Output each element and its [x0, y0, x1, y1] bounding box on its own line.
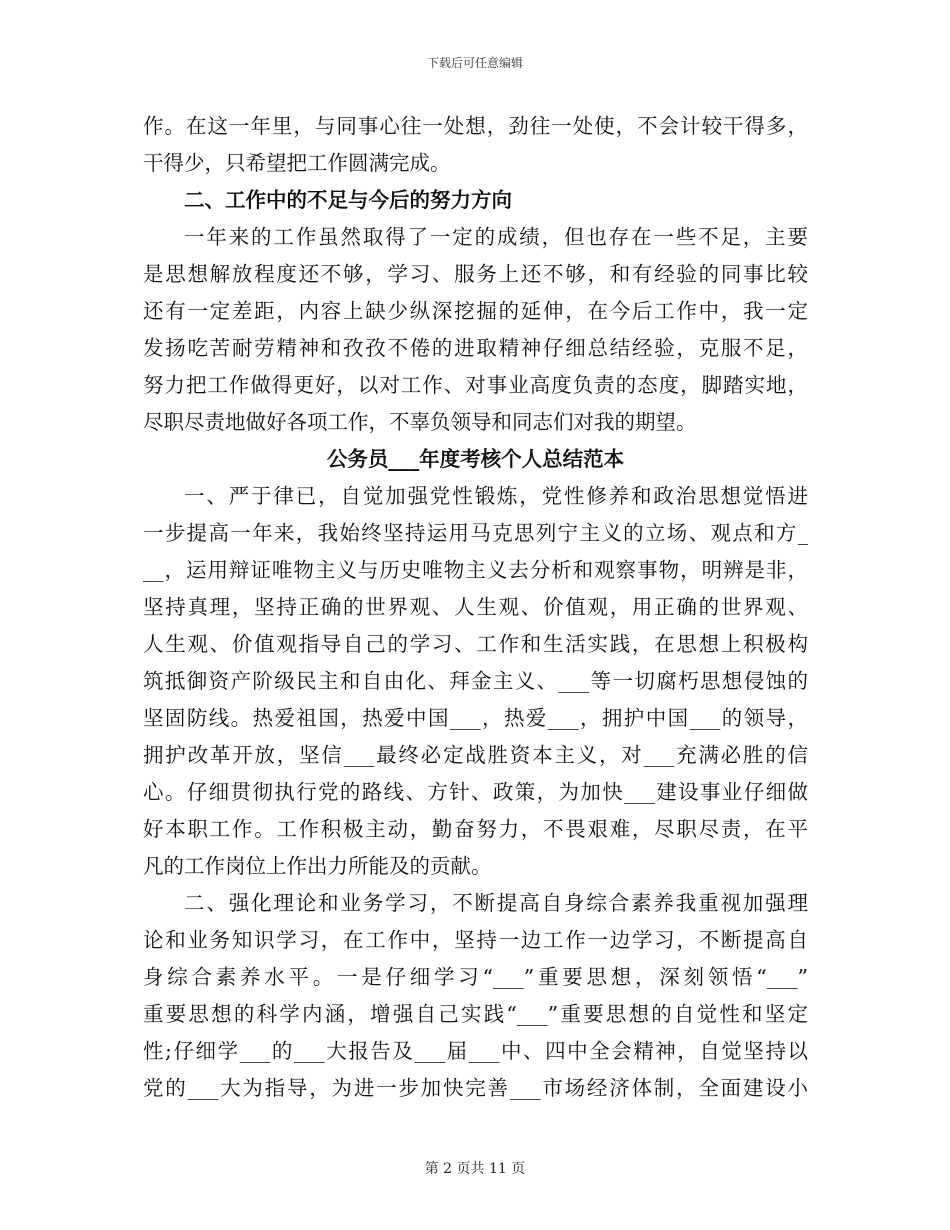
- page-number: 第 2 页共 11 页: [424, 1161, 526, 1177]
- paragraph-line: 党的___大为指导，为进一步加快完善___市场经济体制，全面建设小: [143, 1076, 808, 1100]
- paragraph-line: 坚固防线。热爱祖国，热爱中国___，热爱___，拥护中国___的领导，: [143, 706, 808, 730]
- paragraph-line: 性;仔细学___的___大报告及___届___中、四中全会精神，自觉坚持以: [143, 1039, 808, 1063]
- paragraph-line: 作。在这一年里，与同事心往一处想，劲往一处使，不会计较干得多，: [143, 114, 808, 138]
- paragraph-line: 是思想解放程度还不够，学习、服务上还不够，和有经验的同事比较: [143, 262, 808, 286]
- paragraph-line: 身综合素养水平。一是仔细学习“___”重要思想，深刻领悟“___”: [143, 965, 808, 989]
- paragraph-line: 坚持真理，坚持正确的世界观、人生观、价值观，用正确的世界观、: [143, 595, 808, 619]
- page-header: 下载后可任意编辑: [426, 56, 523, 70]
- section-heading: 二、工作中的不足与今后的努力方向: [184, 188, 512, 212]
- paragraph-line: __，运用辩证唯物主义与历史唯物主义去分析和观察事物，明辨是非，: [143, 558, 808, 582]
- paragraph-line: 努力把工作做得更好，以对工作、对事业高度负责的态度，脚踏实地，: [143, 373, 808, 397]
- paragraph-line: 筑抵御资产阶级民主和自由化、拜金主义、___等一切腐朽思想侵蚀的: [143, 669, 808, 693]
- paragraph-line: 好本职工作。工作积极主动，勤奋努力，不畏艰难，尽职尽责，在平: [143, 817, 808, 841]
- paragraph-line: 凡的工作岗位上作出力所能及的贡献。: [143, 854, 492, 878]
- paragraph-line: 一年来的工作虽然取得了一定的成绩，但也存在一些不足，主要: [184, 225, 808, 249]
- paragraph-line: 一、严于律已，自觉加强党性锻炼，党性修养和政治思想觉悟进: [184, 484, 808, 508]
- document-body: [143, 108, 808, 1107]
- paragraph-line: 重要思想的科学内涵，增强自己实践“___”重要思想的自觉性和坚定: [143, 1002, 808, 1026]
- paragraph-line: 发扬吃苦耐劳精神和孜孜不倦的进取精神仔细总结经验，克服不足，: [143, 336, 808, 360]
- paragraph-line: 心。仔细贯彻执行党的路线、方针、政策，为加快___建设事业仔细做: [143, 780, 808, 804]
- paragraph-line: 拥护改革开放，坚信___最终必定战胜资本主义，对___充满必胜的信: [143, 743, 808, 767]
- paragraph-line: 干得少，只希望把工作圆满完成。: [143, 151, 451, 175]
- paragraph-line: 人生观、价值观指导自己的学习、工作和生活实践，在思想上积极构: [143, 632, 808, 656]
- paragraph-line: 还有一定差距，内容上缺少纵深挖掘的延伸，在今后工作中，我一定: [143, 299, 808, 323]
- paragraph-line: 尽职尽责地做好各项工作，不辜负领导和同志们对我的期望。: [143, 410, 697, 434]
- document-title: 公务员___年度考核个人总结范本: [326, 447, 625, 471]
- paragraph-line: 论和业务知识学习，在工作中，坚持一边工作一边学习，不断提高自: [143, 928, 808, 952]
- paragraph-line: 二、强化理论和业务学习，不断提高自身综合素养我重视加强理: [184, 891, 808, 915]
- paragraph-line: 一步提高一年来，我始终坚持运用马克思列宁主义的立场、观点和方_: [143, 521, 808, 545]
